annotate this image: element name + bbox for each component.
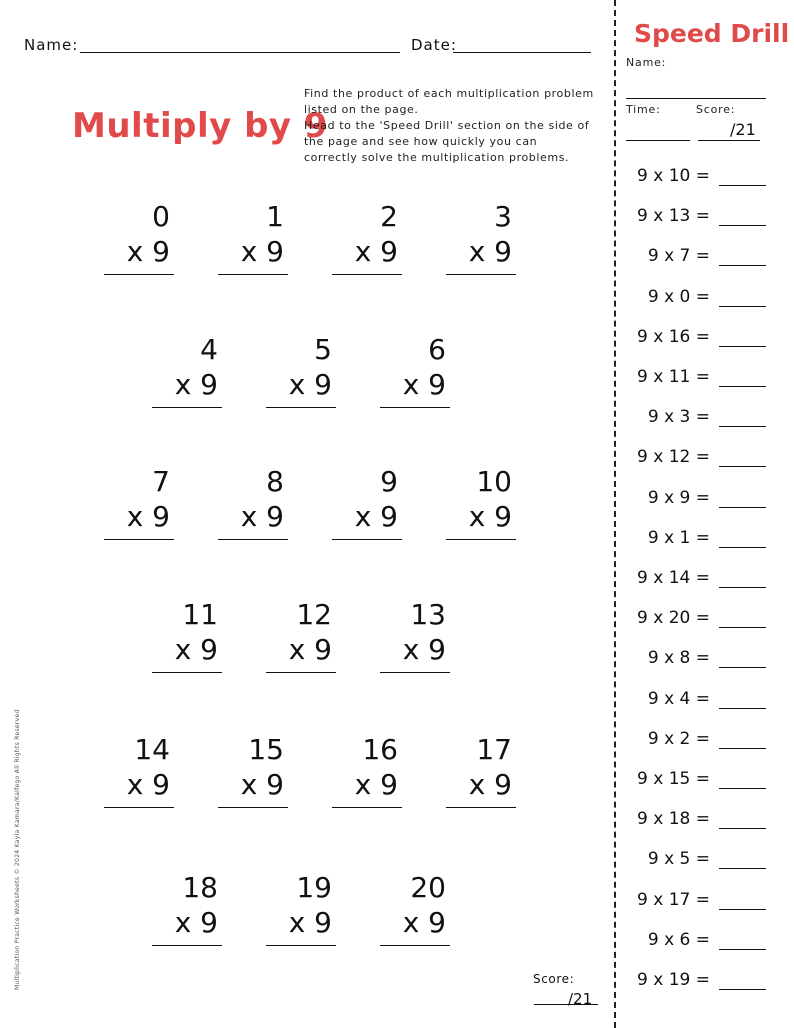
drill-equation: 9 x 7 = [647, 246, 710, 267]
answer-line[interactable] [446, 539, 516, 540]
drill-answer-line[interactable] [719, 708, 766, 709]
date-label: Date: [411, 36, 457, 54]
problem-number: 11 [182, 598, 218, 631]
drill-row [622, 444, 772, 474]
drill-equation: 9 x 15 = [637, 769, 710, 789]
drill-answer-line[interactable] [719, 868, 766, 869]
problem [446, 200, 516, 280]
drill-answer-line[interactable] [719, 346, 766, 347]
drill-row [622, 324, 772, 354]
problem-number: 19 [296, 871, 332, 904]
problem [218, 465, 288, 545]
drill-answer-line[interactable] [719, 748, 766, 749]
problem-multiplier: x 9 [288, 906, 332, 939]
drill-row [622, 243, 772, 273]
speed-drill-title: Speed Drill [634, 19, 790, 48]
problem-number: 16 [362, 733, 398, 766]
answer-line[interactable] [266, 945, 336, 946]
drill-row [622, 726, 772, 756]
drill-row [622, 404, 772, 434]
drill-answer-line[interactable] [719, 587, 766, 588]
drill-answer-line[interactable] [719, 989, 766, 990]
answer-line[interactable] [380, 945, 450, 946]
drill-equation: 9 x 20 = [637, 608, 710, 629]
drill-row [622, 846, 772, 876]
answer-line[interactable] [218, 274, 288, 275]
drill-answer-line[interactable] [719, 225, 766, 226]
answer-line[interactable] [152, 407, 222, 408]
drill-answer-line[interactable] [719, 507, 766, 508]
name-label: Name: [24, 36, 79, 54]
drill-equation: 9 x 16 = [637, 326, 710, 347]
problem-number: 15 [248, 733, 284, 766]
problem [332, 465, 402, 545]
instruction-1: Find the product of each multiplication problem listed on the page. [304, 87, 594, 116]
problem [446, 733, 516, 813]
problem-number: 9 [380, 465, 398, 498]
problem [104, 465, 174, 545]
problem-number: 2 [380, 200, 398, 233]
problem-multiplier: x 9 [240, 768, 284, 801]
answer-line[interactable] [104, 807, 174, 808]
problem-number: 4 [200, 333, 218, 366]
problem-multiplier: x 9 [288, 368, 332, 401]
problem-number: 14 [134, 733, 170, 766]
date-field[interactable] [453, 52, 591, 53]
drill-row [622, 645, 772, 675]
drill-equation: 9 x 10 = [637, 166, 710, 186]
speed-drill-name-field[interactable] [626, 98, 766, 99]
problem [152, 871, 222, 951]
problem [380, 333, 450, 413]
problem-number: 6 [428, 333, 446, 366]
drill-row [622, 163, 772, 193]
answer-line[interactable] [104, 539, 174, 540]
drill-answer-line[interactable] [719, 788, 766, 789]
drill-equation: 9 x 1 = [647, 527, 710, 548]
problem-number: 0 [152, 200, 170, 233]
problem-number: 1 [266, 200, 284, 233]
speed-drill-score-field[interactable] [698, 140, 760, 141]
drill-equation: 9 x 19 = [637, 970, 710, 990]
drill-equation: 9 x 14 = [637, 568, 710, 588]
drill-answer-line[interactable] [719, 667, 766, 668]
problem [332, 200, 402, 280]
drill-equation: 9 x 5 = [647, 849, 710, 870]
problem [152, 333, 222, 413]
problem-number: 13 [410, 598, 446, 631]
problem [380, 871, 450, 951]
cut-line-divider [614, 0, 616, 1028]
name-field[interactable] [80, 52, 400, 53]
problem-number: 10 [476, 465, 512, 498]
problem-multiplier: x 9 [402, 906, 446, 939]
answer-line[interactable] [218, 539, 288, 540]
drill-row [622, 605, 772, 635]
page-title: Multiply by 9 [72, 106, 329, 146]
problem-number: 8 [266, 465, 284, 498]
answer-line[interactable] [218, 807, 288, 808]
drill-answer-line[interactable] [719, 949, 766, 950]
drill-row [622, 766, 772, 796]
problem-multiplier: x 9 [174, 906, 218, 939]
problem [332, 733, 402, 813]
drill-equation: 9 x 17 = [637, 889, 710, 910]
speed-drill-score-label: Score: [696, 103, 736, 116]
drill-equation: 9 x 4 = [647, 688, 710, 709]
problem [104, 733, 174, 813]
drill-row [622, 203, 772, 233]
drill-row [622, 284, 772, 314]
drill-row [622, 525, 772, 555]
problem-number: 3 [494, 200, 512, 233]
problem-multiplier: x 9 [468, 768, 512, 801]
score-total: /21 [568, 990, 593, 1008]
problem-number: 12 [296, 598, 332, 631]
drill-answer-line[interactable] [719, 909, 766, 910]
answer-line[interactable] [380, 672, 450, 673]
answer-line[interactable] [380, 407, 450, 408]
problem [266, 598, 336, 678]
problem-multiplier: x 9 [126, 235, 170, 268]
answer-line[interactable] [332, 539, 402, 540]
problem [446, 465, 516, 545]
problem-multiplier: x 9 [468, 235, 512, 268]
problem-multiplier: x 9 [174, 368, 218, 401]
problem-multiplier: x 9 [402, 368, 446, 401]
answer-line[interactable] [104, 274, 174, 275]
instruction-2: Head to the 'Speed Drill' section on the side of the page and see how quickly you can correctly solve the multiplication problems. [304, 119, 590, 164]
problem-multiplier: x 9 [240, 500, 284, 533]
problem [104, 200, 174, 280]
answer-line[interactable] [446, 807, 516, 808]
copyright-text: Multiplication Practice Worksheets © 2024 Kayla Kamara/Kalfego All Rights Reserved [14, 709, 21, 990]
answer-line[interactable] [446, 274, 516, 275]
drill-equation: 9 x 3 = [647, 407, 710, 428]
speed-drill-name-label: Name: [626, 56, 667, 69]
drill-answer-line[interactable] [719, 265, 766, 266]
problem-multiplier: x 9 [354, 768, 398, 801]
problem [266, 333, 336, 413]
problem-number: 18 [182, 871, 218, 904]
answer-line[interactable] [266, 672, 336, 673]
instructions [304, 86, 594, 166]
drill-row [622, 364, 772, 394]
problem [380, 598, 450, 678]
drill-equation: 9 x 12 = [637, 447, 710, 468]
drill-row [622, 927, 772, 957]
drill-answer-line[interactable] [719, 547, 766, 548]
drill-equation: 9 x 13 = [637, 206, 710, 227]
answer-line[interactable] [266, 407, 336, 408]
drill-answer-line[interactable] [719, 185, 766, 186]
problem-number: 5 [314, 333, 332, 366]
problem-number: 17 [476, 733, 512, 766]
speed-drill-score-total: /21 [730, 120, 756, 139]
drill-row [622, 967, 772, 997]
drill-answer-line[interactable] [719, 627, 766, 628]
answer-line[interactable] [332, 274, 402, 275]
problem [218, 200, 288, 280]
drill-row [622, 806, 772, 836]
drill-equation: 9 x 0 = [647, 286, 710, 307]
drill-row [622, 887, 772, 917]
problem-multiplier: x 9 [468, 500, 512, 533]
answer-line[interactable] [332, 807, 402, 808]
drill-answer-line[interactable] [719, 466, 766, 467]
problem-multiplier: x 9 [174, 633, 218, 666]
drill-answer-line[interactable] [719, 386, 766, 387]
drill-equation: 9 x 8 = [647, 648, 710, 669]
drill-row [622, 485, 772, 515]
problem [152, 598, 222, 678]
drill-equation: 9 x 18 = [637, 809, 710, 830]
problem-multiplier: x 9 [126, 768, 170, 801]
drill-equation: 9 x 2 = [647, 728, 710, 749]
problem [218, 733, 288, 813]
drill-equation: 9 x 6 = [647, 929, 710, 950]
drill-equation: 9 x 11 = [637, 367, 710, 387]
drill-row [622, 686, 772, 716]
problem-number: 20 [410, 871, 446, 904]
drill-answer-line[interactable] [719, 306, 766, 307]
problem-multiplier: x 9 [402, 633, 446, 666]
answer-line[interactable] [152, 945, 222, 946]
problem-multiplier: x 9 [126, 500, 170, 533]
drill-row [622, 565, 772, 595]
drill-answer-line[interactable] [719, 426, 766, 427]
problem-multiplier: x 9 [288, 633, 332, 666]
answer-line[interactable] [152, 672, 222, 673]
speed-drill-time-field[interactable] [626, 140, 690, 141]
score-label: Score: [533, 972, 575, 986]
problem-multiplier: x 9 [354, 235, 398, 268]
drill-equation: 9 x 9 = [647, 487, 710, 508]
problem-multiplier: x 9 [354, 500, 398, 533]
speed-drill-time-label: Time: [626, 103, 661, 116]
problem-number: 7 [152, 465, 170, 498]
problem-multiplier: x 9 [240, 235, 284, 268]
drill-answer-line[interactable] [719, 828, 766, 829]
problem [266, 871, 336, 951]
